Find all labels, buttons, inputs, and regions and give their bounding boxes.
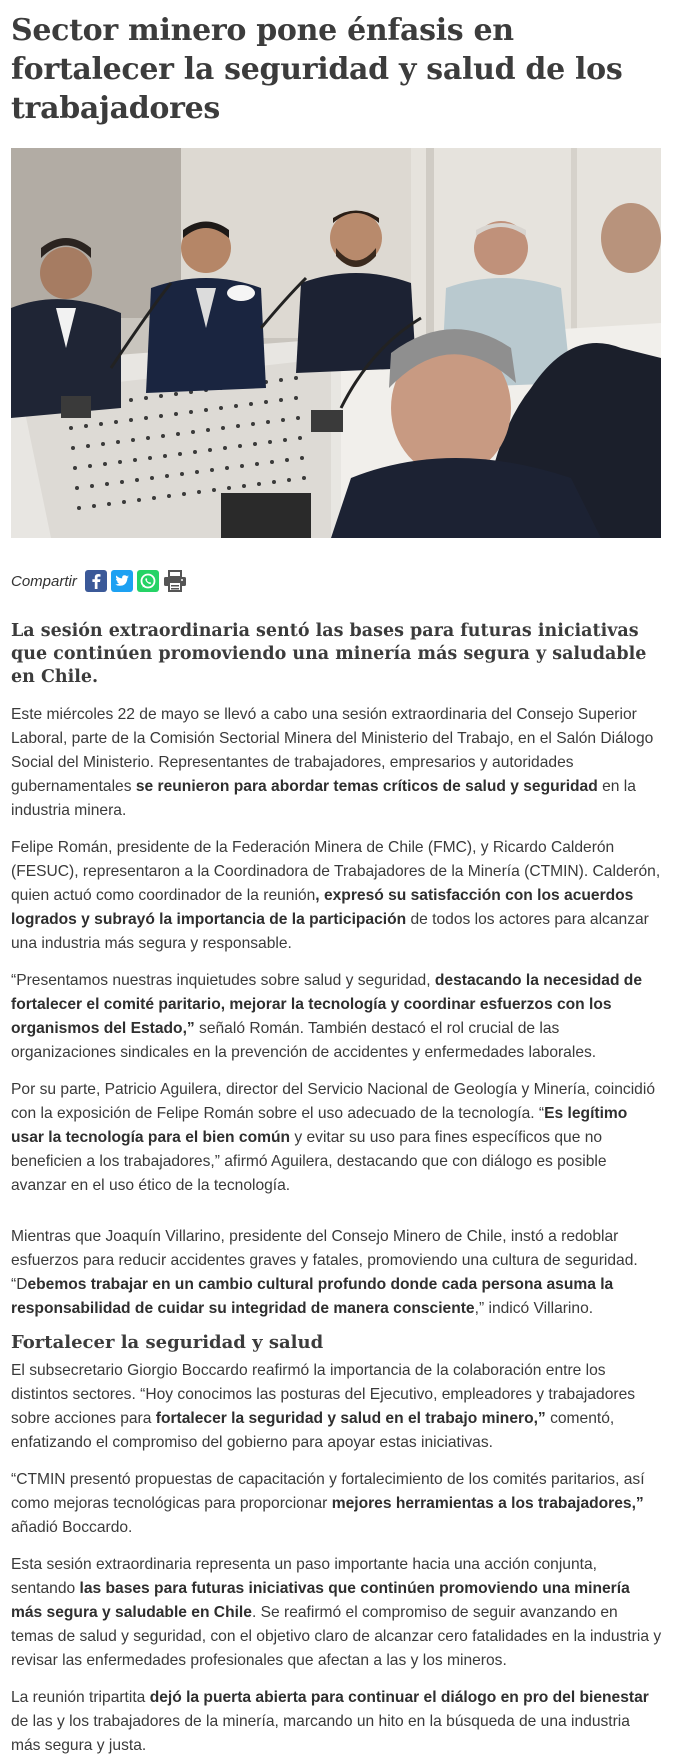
paragraph-7: [11, 1468, 663, 1540]
text-span: El subsecretario Giorgio Boccardo reafirmó la importancia de la colaboración entre los distintos sectores. “Hoy conocimos las posturas del Ejecutivo, empleadores y trabajadores sobre acciones para: [11, 1362, 636, 1427]
text-span: La reunión tripartita: [11, 1689, 150, 1706]
paragraph-3: [11, 969, 663, 1065]
bold-span: mejores herramientas a los trabajadores,”: [331, 1495, 644, 1512]
text-span: en la industria minera.: [11, 778, 636, 819]
article: [11, 0, 663, 1758]
paragraph-8: [11, 1553, 663, 1673]
text-span: “Presentamos nuestras inquietudes sobre salud y seguridad,: [11, 972, 435, 989]
text-span: . Se reafirmó el compromiso de seguir avanzando en temas de salud y seguridad, con el objetivo claro de alcanzar cero fatalidades en la industria y revisar las enfermedades profesionales que afectan a las y los mineros.: [11, 1604, 662, 1669]
hero-image: [11, 148, 661, 538]
paragraph-1: [11, 703, 663, 823]
text-span: Mientras que Joaquín Villarino, presidente del Consejo Minero de Chile, instó a redoblar esfuerzos para reducir accidentes graves y fatales, promoviendo una cultura de seguridad. “D: [11, 1228, 638, 1293]
print-icon[interactable]: [163, 570, 185, 592]
bold-span: dejó la puerta abierta para continuar el diálogo en pro del bienestar: [149, 1689, 649, 1706]
text-span: Por su parte, Patricio Aguilera, director del Servicio Nacional de Geología y Minería, coincidió con la exposición de Felipe Román sobre el uso adecuado de la tecnología. “: [11, 1081, 655, 1122]
share-bar: [11, 568, 663, 594]
text-span: añadió Boccardo.: [11, 1519, 133, 1536]
bold-span: Es legítimo usar la tecnología para el bien común: [11, 1105, 628, 1146]
whatsapp-icon[interactable]: [137, 570, 159, 592]
bold-span: las bases para futuras iniciativas que continúen promoviendo una minería más segura y saludable en Chile: [11, 1580, 630, 1621]
text-span: de las y los trabajadores de la minería, marcando un hito en la búsqueda de una industria más segura y justa.: [11, 1713, 630, 1754]
article-title: Sector minero pone énfasis en fortalecer la seguridad y salud de los trabajadores: [11, 13, 623, 126]
text-span: comentó, enfatizando el compromiso del gobierno para apoyar estas iniciativas.: [11, 1410, 615, 1451]
text-span: Esta sesión extraordinaria representa un paso importante hacia una acción conjunta, sentando: [11, 1556, 597, 1597]
bold-span: se reunieron para abordar temas críticos de salud y seguridad: [135, 778, 598, 795]
section-heading: Fortalecer la seguridad y salud: [11, 1332, 324, 1353]
text-span: señaló Román. También destacó el rol crucial de las organizaciones sindicales en la prevención de accidentes y enfermedades laborales.: [11, 1020, 597, 1061]
paragraph-5: [11, 1225, 663, 1321]
paragraph-2: [11, 836, 663, 956]
text-span: Felipe Román, presidente de la Federación Minera de Chile (FMC), y Ricardo Calderón (FESUC), representaron a la Coordinadora de Trabajadores de la Minería (CTMIN). Calderón, quien actuó como coordinador de la reunión: [11, 839, 661, 904]
twitter-icon[interactable]: [111, 570, 133, 592]
share-label: Compartir: [11, 572, 77, 590]
text-span: y evitar su uso para fines específicos que no beneficien a los trabajadores,” afirmó Aguilera, destacando que con diálogo es posible avanzar en el uso ético de la tecnología.: [11, 1129, 607, 1194]
paragraph-9: [11, 1686, 663, 1758]
meeting-photo: [11, 148, 661, 538]
text-span: ,” indicó Villarino.: [474, 1300, 594, 1317]
text-span: “CTMIN presentó propuestas de capacitación y fortalecimiento de los comités paritarios, así como mejoras tecnológicas para proporcionar: [11, 1471, 645, 1512]
bold-span: fortalecer la seguridad y salud en el trabajo minero,”: [155, 1410, 546, 1427]
paragraph-6: [11, 1359, 663, 1455]
bold-span: destacando la necesidad de fortalecer el comité paritario, mejorar la tecnología y coordinar esfuerzos con los organismos del Estado,”: [11, 972, 643, 1037]
paragraph-4: [11, 1078, 663, 1198]
bold-span: , expresó su satisfacción con los acuerdos logrados y subrayó la importancia de la participación: [11, 887, 634, 928]
bold-span: ebemos trabajar en un cambio cultural profundo donde cada persona asuma la responsabilidad de cuidar su integridad de manera consciente: [11, 1276, 614, 1317]
text-span: Este miércoles 22 de mayo se llevó a cabo una sesión extraordinaria del Consejo Superior Laboral, parte de la Comisión Sectorial Minera del Ministerio del Trabajo, en el Salón Diálogo Social del Ministerio. Representantes de trabajadores, empresarios y autoridades gubernamentales: [11, 706, 654, 795]
facebook-icon[interactable]: [85, 570, 107, 592]
article-subtitle: La sesión extraordinaria sentó las bases para futuras iniciativas que continúen promoviendo una minería más segura y saludable en Chile.: [11, 621, 647, 687]
text-span: de todos los actores para alcanzar una industria más segura y responsable.: [11, 911, 649, 952]
